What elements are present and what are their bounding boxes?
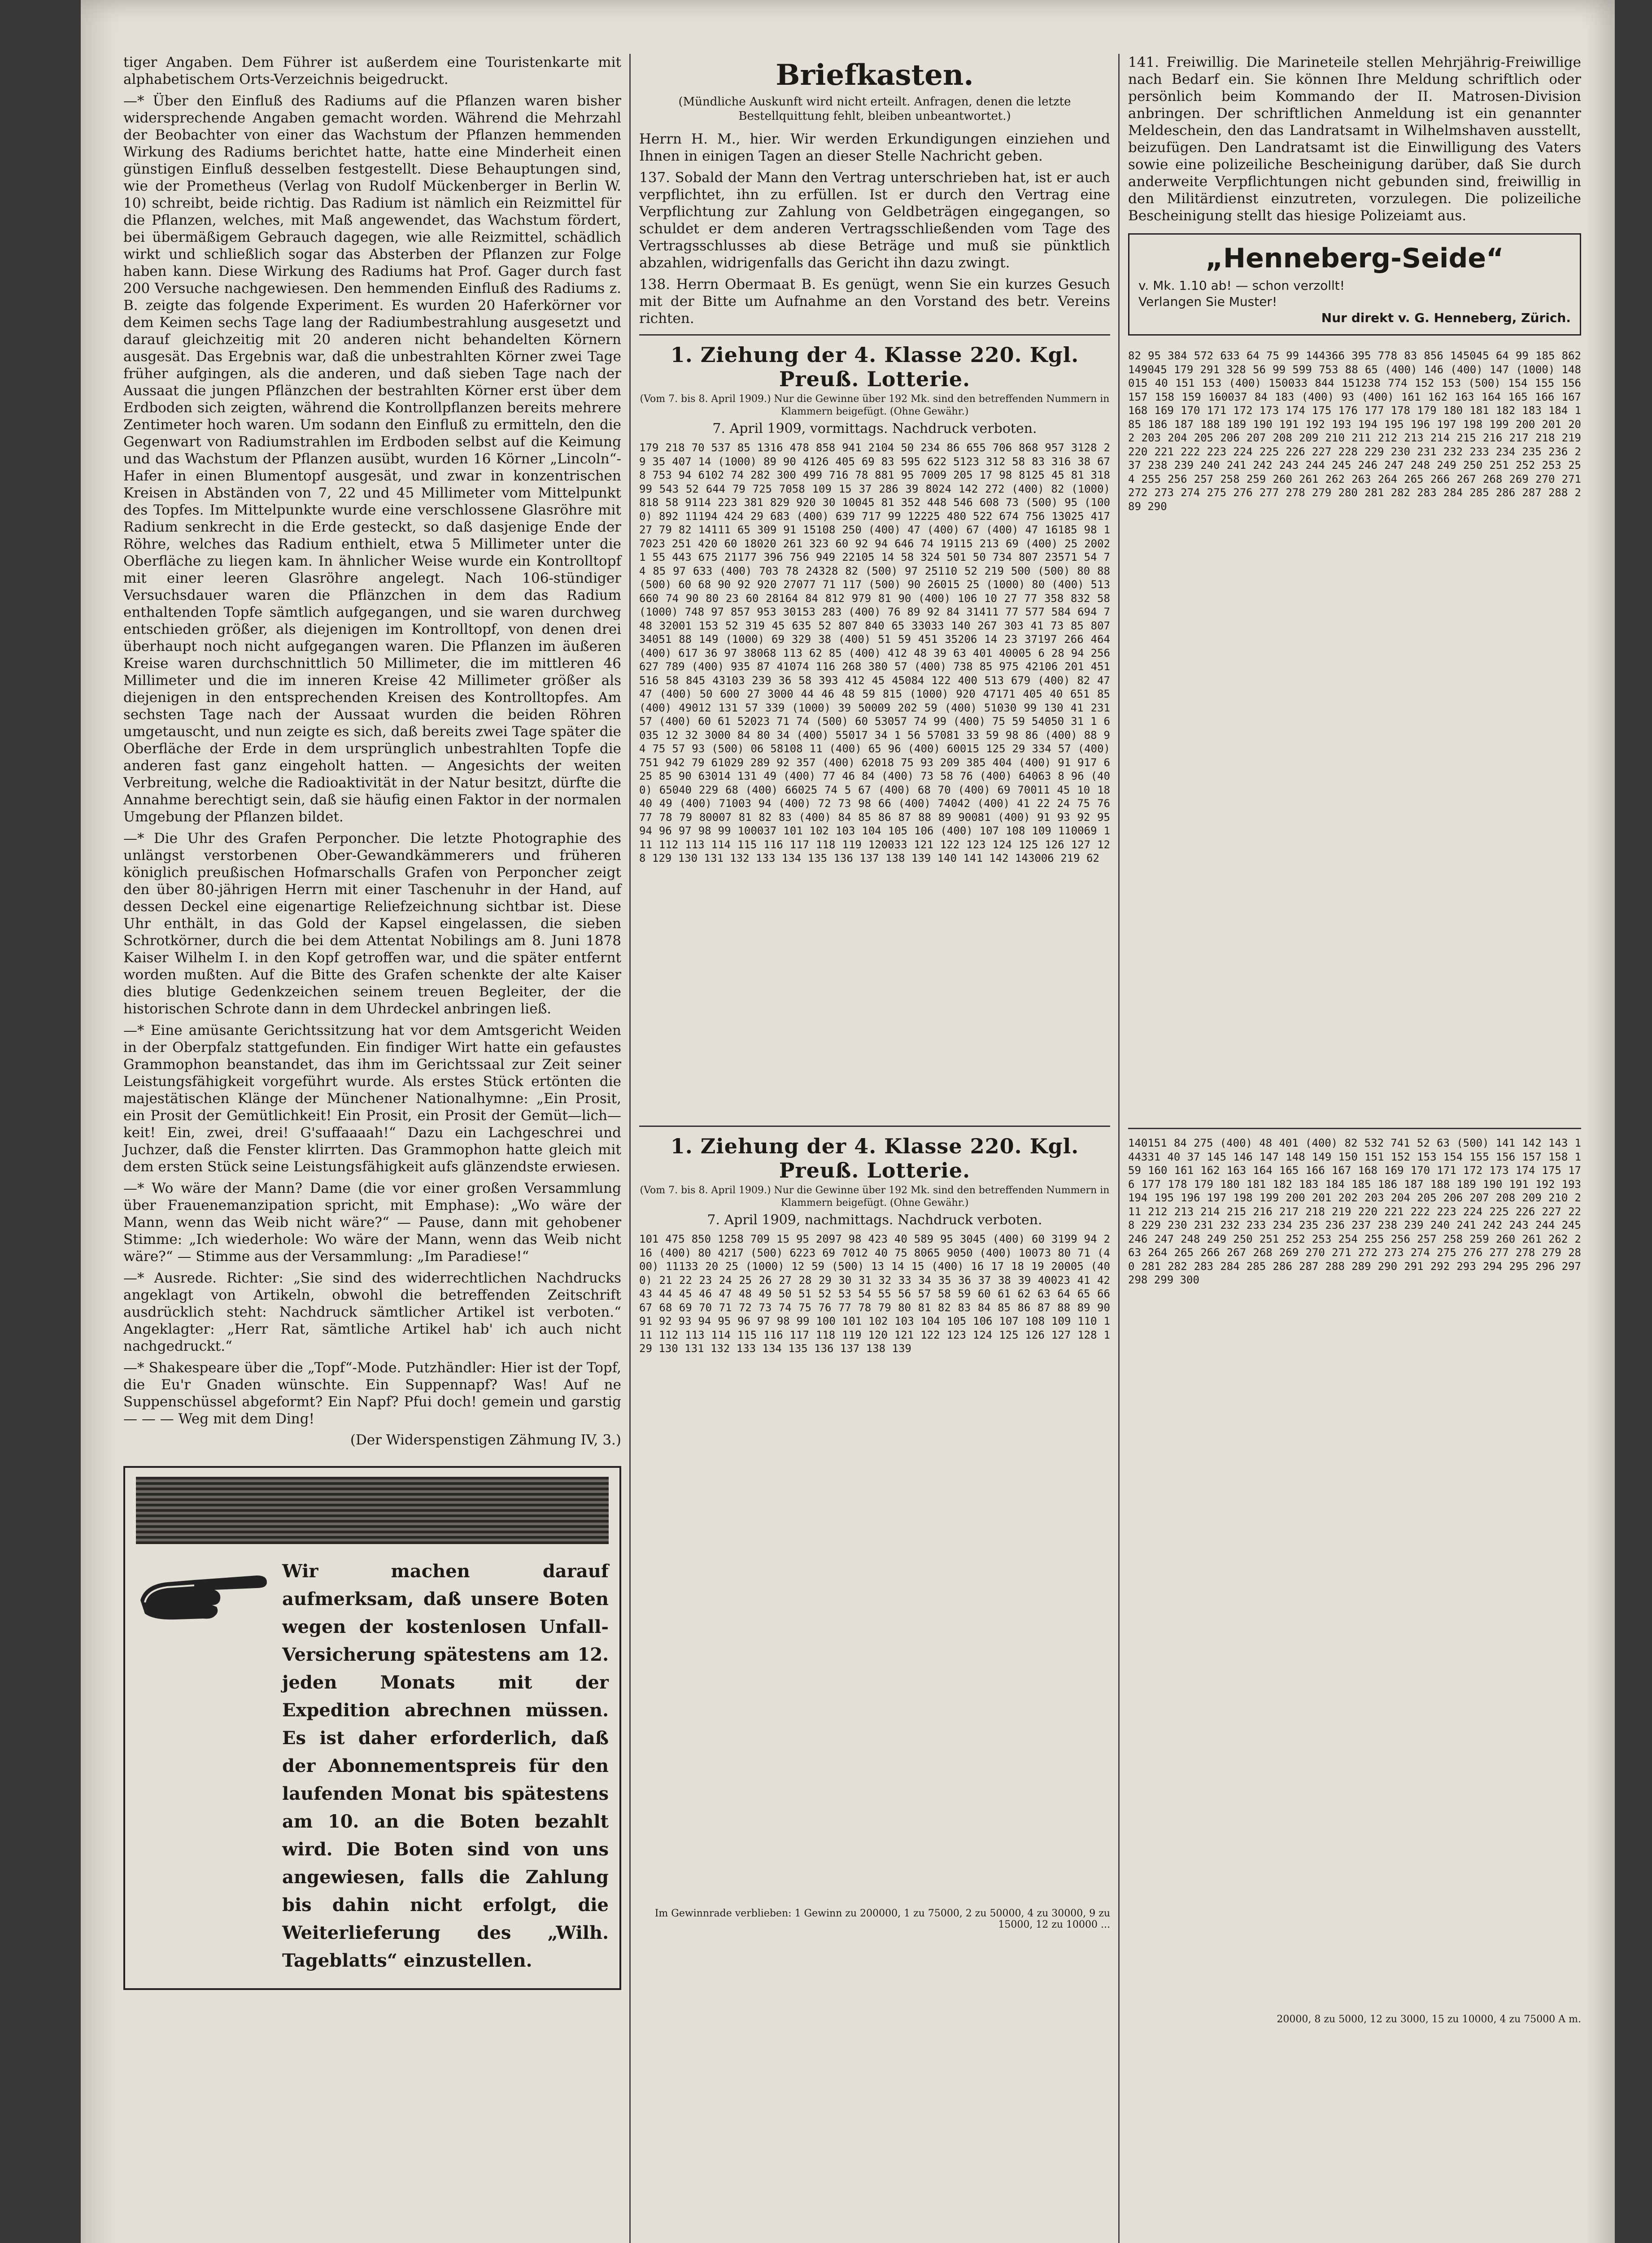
quote-source: (Der Widerspenstigen Zähmung IV, 3.) [350,1432,621,1448]
letter-reply: 137. Sobald der Mann den Vertrag unterschrieben hat, ist er auch verpflichtet, ihn zu erfüllen. Ist er durch den Vertrag eine Verpflichtung zur Zahlung von Geldbeträgen eingegangen, so schuldet er dem anderen Vertragsschließenden vom Tage des Vertragsschlusses ab diese Beträge und muß sie pünktlich abzahlen, widrigenfalls das Gericht ihn dazu zwingt. [639,170,1110,271]
lottery-list-morning [639,343,1117,1118]
letter-reply-141: 141. Freiwillig. Die Marineteile stellen Mehrjährig-Freiwillige nach Bedarf ein. Sie können Ihre Meldung schriftlich oder persönlich beim Kommando der II. Matrosen-Division anbringen. Der schriftlichen Anmeldung ist ein genannter Meldeschein, den das Landratsamt in Wilhelmshaven ausstellt, beizufügen. Den Landratsamt ist die Einwilligung des Vaters sowie eine polizeiliche Bescheinigung darüber, daß Sie durch anderweite Verpflichtungen nicht gebunden sind, freiwillig in den Militärdienst einzutreten, vorzulegen. Die polizeiliche Bescheinigung stellt das hiesige Polizeiamt aus. [1128,54,1581,224]
ad-address: Nur direkt v. G. Henneberg, Zürich. [1321,310,1571,325]
lottery-date: 7. April 1909, vormittags. Nachdruck verboten. [712,421,1037,436]
ad-price: v. Mk. 1.10 ab! — schon verzollt! [1138,278,1345,293]
lottery-list-afternoon [639,1134,1117,1930]
article-radium: —* Über den Einfluß des Radiums auf die Pflanzen waren bisher widersprechende Angaben gemacht worden. Während die Mehrzahl der Beobachter von einer das Wachstum der Pflanzen hemmenden Wirkung des Radiums berichtet hatte, hatte eine Minderheit einen günstigen Einfluß desselben festgestellt. Diese Behauptungen sind, wie der Prometheus (Verlag von Rudolf Mückenberger in Berlin W. 10) schreibt, beide richtig. Das Radium ist nämlich ein Reizmittel für die Pflanzen, welches, mit Maß angewendet, das Wachstum fördert, bei übermäßigem Gebrauch dagegen, wie alle Reizmittel, schädlich wirkt und schließlich sogar das Absterben der Pflanzen zur Folge haben kann. Diese Wirkung des Radiums hat Prof. Gager durch fast 200 Versuche nachgewiesen. Den hemmenden Einfluß des Radiums z. B. zeigte das folgende Experiment. Es wurden 20 Haferkörner vor dem Keimen sechs Tage lang der Radiumbestrahlung ausgesetzt und darauf gleichzeitig mit 20 anderen nicht behandelten Körnern ausgesät. Das Ergebnis war, daß die unbestrahlten Körner zwei Tage früher aufgingen, als die anderen, und daß sieben Tage nach der Aussaat die jungen Pflänzchen der bestrahlten Körner erst über dem Erdboden sich zeigten, während die Kontrollpflanzen bereits mehrere Zentimeter hoch waren. Um sodann den Einfluß zu ermitteln, den die Gegenwart von Radiumstrahlen im Erdboden selbst auf die Keimung und das Wachstum der Pflanzen ausübt, wurden 16 Körner „Lincoln“-Hafer in einen Blumentopf ausgesät, und zwar in konzentrischen Kreisen in Abständen von 7, 22 und 45 Millimeter vom Mittelpunkt des Topfes. Im Mittelpunkte wurde eine verschlossene Glasröhre mit Radium senkrecht in die Erde gesteckt, so daß dasjenige Ende der Röhre, welches das Radium enthielt, etwa 5 Millimeter unter die Oberfläche zu liegen kam. In ähnlicher Weise wurde ein Kontrolltopf mit einer leeren Glasröhre angelegt. Nach 106-stündiger Versuchsdauer waren die Pflänzchen in dem das Radium enthaltenden Topfe sämtlich aufgegangen, und sie waren durchweg entschieden größer, als diejenigen im Kontrolltopf, von denen drei überhaupt noch nicht aufgegangen waren. Die Pflanzen im äußeren Kreise waren durchschnittlich 50 Millimeter, die im mittleren 46 Millimeter und die im inneren Kreise 42 Millimeter größer als diejenigen in den entsprechenden Kreisen des Kontrolltopfes. Am sechsten Tage nach der Aussaat wurden die beiden Röhren umgetauscht, und nun zeigte es sich, daß bereits zwei Tage später die Oberfläche der Erde in dem ursprünglich unbestrahlten Topfe die anderen fast ganz eingeholt hatten. — Angesichts der weiten Verbreitung, welche die Radioaktivität in der Natur besitzt, dürfte die Annahme berechtigt sein, daß sie häufig einen Faktor in der normalen Umgebung der Pflanzen bildet. [123,93,621,825]
article-wo-waere-der-mann: —* Wo wäre der Mann? Dame (die vor einer großen Versammlung über Frauenemanzipation spricht, mit Emphase): „Wo wäre der Mann, wenn das Weib nicht wäre?“ — Pause, dann mit gehobener Stimme: „Ich wiederhole: Wo wäre der Mann, wenn das Weib nicht wäre?“ — Stimme aus der Versammlung: „Im Paradiese!“ [123,1180,621,1265]
lottery-subtitle: (Vom 7. bis 8. April 1909.) Nur die Gewinne über 192 Mk. sind den betreffenden Nummern in Klammern beigefügt. (Ohne Gewähr.) [640,393,1110,417]
article-ausrede: —* Ausrede. Richter: „Sie sind des widerrechtlichen Nachdrucks angeklagt von Artikeln, obwohl die betreffenden Zeitschrift ausdrücklich steht: Nachdruck sämtlicher Artikel ist verboten.“ Angeklagter: „Herr Rat, sämtliche Artikel hab' ich auch nicht nachgedruckt.“ [123,1270,621,1354]
newspaper-page [81,0,1615,2243]
section-divider [639,1126,1110,1127]
lottery-numbers: 140151 84 275 (400) 48 401 (400) 82 532 741 52 63 (500) 141 142 143 144331 40 37 145 146 147 148 149 150 151 152 153 154 155 156 157 158 159 160 161 162 163 164 165 166 167 168 169 170 171 172 173 174 175 176 177 178 179 180 181 182 183 184 185 186 187 188 189 190 191 192 193 194 195 196 197 198 199 200 201 202 203 204 205 206 207 208 209 210 211 212 213 214 215 216 217 218 219 220 221 222 223 224 225 226 227 228 229 230 231 232 233 234 235 236 237 238 239 240 241 242 243 244 245 246 247 248 249 250 251 252 253 254 255 256 257 258 259 260 261 262 263 264 265 266 267 268 269 270 271 272 273 274 275 276 277 278 279 280 281 282 283 284 285 286 287 288 289 290 291 292 293 294 295 296 297 298 299 300 [1128,1137,1588,1286]
ad-samples: Verlangen Sie Muster! [1138,294,1277,309]
lottery-footnote: Im Gewinnrade verblieben: 1 Gewinn zu 200000, 1 zu 75000, 2 zu 50000, 4 zu 30000, 9 zu 15000, 12 zu 10000 ... [654,1908,1110,1930]
column-right [1128,54,1588,2025]
lottery-title: 1. Ziehung der 4. Klasse 220. Kgl. Preuß. Lotterie. [670,343,1079,391]
letter-reply: 138. Herrn Obermaat B. Es genügt, wenn Sie ein kurzes Gesuch mit der Bitte um Aufnahme an den Vorstand des betr. Vereins richten. [639,276,1110,327]
column-rule [629,54,631,2243]
lottery-footnote: 20000, 8 zu 5000, 12 zu 3000, 15 zu 10000, 4 zu 75000 A m. [1277,2014,1581,2025]
henneberg-advertisement [1128,233,1581,336]
letter-reply: Herrn H. M., hier. Wir werden Erkundigungen einziehen und Ihnen in einigen Tagen an dieser Stelle Nachricht geben. [639,131,1110,164]
pointing-hand-icon [136,1558,270,1625]
lottery-numbers: 101 475 850 1258 709 15 95 2097 98 423 40 589 95 3045 (400) 60 3199 94 216 (400) 80 4217 (500) 6223 69 7012 40 75 8065 9050 (400) 10073 80 71 (400) 11133 20 25 (1000) 12 59 (500) 13 14 15 (400) 16 17 18 19 20005 (400) 21 22 23 24 25 26 27 28 29 30 31 32 33 34 35 36 37 38 39 40023 41 42 43 44 45 46 47 48 49 50 51 52 53 54 55 56 57 58 59 60 61 62 63 64 65 66 67 68 69 70 71 72 73 74 75 76 77 78 79 80 81 82 83 84 85 86 87 88 89 90 91 92 93 94 95 96 97 98 99 100 101 102 103 104 105 106 107 108 109 110 111 112 113 114 115 116 117 118 119 120 121 122 123 124 125 126 127 128 129 130 131 132 133 134 135 136 137 138 139 [639,1233,1117,1355]
article-shakespeare: —* Shakespeare über die „Topf“-Mode. Putzhändler: Hier ist der Topf, die Eu'r Gnaden wünschte. Ein Suppennapf? Was! Auf ne Suppenschüssel abgeformt? Ein Napf? Pfui doch! gemein und garstig — — — Weg mit dem Ding! [123,1360,621,1427]
article-uhr-perponcher: —* Die Uhr des Grafen Perponcher. Die letzte Photographie des unlängst verstorbenen Ober-Gewandkämmerers und früheren königlich preußischen Hofmarschalls Grafen von Perponcher zeigt den über 80-jährigen Herrn mit einer Taschenuhr in der Hand, auf dessen Deckel eine eigenartige Reliefzeichnung sichtbar ist. Diese Uhr enthält, in das Gold der Kapsel eingelassen, die sieben Schrotkörner, durch die bei dem Attentat Nobilings am 8. Juni 1878 Kaiser Wilhelm I. in den Kopf getroffen war, und die später entfernt worden mußten. Auf die Bitte des Grafen schenkte der alte Kaiser dies blutige Gedenkzeichen seinem treuen Begleiter, der die historischen Schrote dann in dem Uhrdeckel anbringen ließ. [123,830,621,1017]
column-middle [639,54,1117,1930]
lottery-date: 7. April 1909, nachmittags. Nachdruck verboten. [707,1212,1042,1228]
lottery-numbers: 82 95 384 572 633 64 75 99 144366 395 778 83 856 145045 64 99 185 862 149045 179 291 328 56 99 599 753 88 65 (400) 146 (400) 147 (1000) 148015 40 151 153 (400) 150033 844 151238 774 152 153 (500) 154 155 156 157 158 159 160037 84 183 (400) 93 (400) 161 162 163 164 165 166 167 168 169 170 171 172 173 174 175 176 177 178 179 180 181 182 183 184 185 186 187 188 189 190 191 192 193 194 195 196 197 198 199 200 201 202 203 204 205 206 207 208 209 210 211 212 213 214 215 216 217 218 219 220 221 222 223 224 225 226 227 228 229 230 231 232 233 234 235 236 237 238 239 240 241 242 243 244 245 246 247 248 249 250 251 252 253 254 255 256 257 258 259 260 261 262 263 264 265 266 267 268 269 270 271 272 273 274 275 276 277 278 279 280 281 282 283 284 285 286 287 288 289 290 [1128,349,1588,513]
briefkasten-subheading: (Mündliche Auskunft wird nicht erteilt. Anfragen, denen die letzte Bestellquittung fehlt, bleiben unbeantwortet.) [678,95,1071,123]
column-rule [1118,54,1120,2243]
decorative-bar [136,1477,609,1544]
delivery-notice: Wir machen darauf aufmerksam, daß unsere Boten wegen der kostenlosen Unfall-Versicherung spätestens am 12. jeden Monats mit der Expedition abrechnen müssen. Es ist daher erforderlich, daß der Abonnementspreis für den laufenden Monat bis spätestens am 10. an die Boten bezahlt wird. Die Boten sind von uns angewiesen, falls die Zahlung bis dahin nicht erfolgt, die Weiterlieferung des „Wilh. Tageblatts“ einzustellen. [282,1561,609,1971]
notice-box [123,1466,621,1990]
section-divider [1128,1128,1581,1129]
briefkasten-heading: Briefkasten. [776,58,974,92]
lottery-title: 1. Ziehung der 4. Klasse 220. Kgl. Preuß. Lotterie. [670,1134,1079,1183]
article-gerichtssitzung: —* Eine amüsante Gerichtssitzung hat vor dem Amtsgericht Weiden in der Oberpfalz stattgefunden. Ein findiger Wirt hatte ein gefaustes Grammophon beanstandet, das ihm im Gerichtssaal zur Zeit seiner Leistungsfähigkeit vorgeführt wurde. Als erstes Stück ertönten die majestätischen Klänge der Münchener Nationalhymne: „Ein Prosit, ein Prosit der Gemütlichkeit! Ein Prosit, ein Prosit der Gemüt—lich—keit! Ein, zwei, drei! G'suffaaaah!“ Dazu ein Lachgeschrei und Juchzer, daß die Fenster klirrten. Das Grammophon hatte gleich mit dem ersten Stück seine Leistungsfähigkeit aufs glänzendste erwiesen. [123,1022,621,1175]
page-content [123,54,1588,2243]
section-divider [639,334,1110,336]
ad-title: „Henneberg-Seide“ [1205,243,1504,274]
lottery-numbers: 179 218 70 537 85 1316 478 858 941 2104 50 234 86 655 706 868 957 3128 29 35 407 14 (1000) 89 90 4126 405 69 83 595 622 5123 312 58 83 316 38 678 753 94 6102 74 282 300 499 716 78 881 95 7009 205 17 98 8125 45 81 318 99 543 52 644 79 725 7058 109 15 37 286 39 8024 142 272 (400) 82 (1000) 818 58 9114 223 381 829 920 30 10045 81 352 448 546 608 73 (500) 95 (1000) 892 11194 424 29 683 (400) 639 717 99 12225 480 522 674 756 13025 417 27 79 82 14111 65 309 91 15108 250 (400) 47 (400) 67 (400) 47 16185 98 17023 251 420 60 18020 261 323 60 92 94 646 74 19115 213 69 (400) 25 20021 55 443 675 21177 396 756 949 22105 14 58 324 501 50 734 807 23571 54 74 85 97 633 (400) 703 78 24328 82 (500) 97 25110 52 219 500 (500) 80 88 (500) 60 68 90 92 920 27077 71 117 (500) 90 26015 25 (1000) 80 (400) 513 660 74 90 80 23 60 28164 84 812 979 81 90 (400) 106 10 27 77 358 832 58 (1000) 748 97 857 953 30153 283 (400) 76 89 92 84 31411 77 577 584 694 748 32001 153 52 319 45 635 52 807 840 65 33033 140 267 303 41 73 85 807 34051 88 149 (1000) 69 329 38 (400) 51 59 451 35206 14 23 37197 266 464 (400) 617 36 97 38068 113 62 85 (400) 412 48 39 63 401 40005 6 28 94 256 627 789 (400) 935 87 41074 116 268 380 57 (400) 738 85 975 42106 201 451 516 58 845 43103 239 36 58 393 412 45 45084 122 400 513 679 (400) 82 47 47 (400) 50 600 27 3000 44 46 48 59 815 (1000) 920 47171 405 40 651 85 (400) 49012 131 57 339 (1000) 39 50009 202 59 (400) 51030 99 130 41 231 57 (400) 60 61 52023 71 74 (500) 60 53057 74 99 (400) 75 59 54050 31 1 6035 12 32 3000 84 80 34 (400) 55017 34 1 56 57081 33 59 98 86 (400) 88 94 75 57 93 (500) 06 58108 11 (400) 65 96 (400) 60015 125 29 334 57 (400) 751 942 79 61029 289 92 357 (400) 62018 75 93 209 385 404 (400) 91 917 625 85 90 63014 131 49 (400) 77 46 84 (400) 73 58 76 (400) 64063 8 96 (400) 65040 229 68 (400) 66025 74 5 67 (400) 68 70 (400) 69 70011 45 10 18 40 49 (400) 71003 94 (400) 72 73 98 66 (400) 74042 (400) 41 22 24 75 76 77 78 79 80007 81 82 83 (400) 84 85 86 87 88 89 90081 (400) 91 93 92 95 94 96 97 98 99 100037 101 102 103 104 105 106 (400) 107 108 109 110069 111 112 113 114 115 116 117 118 119 120033 121 122 123 124 125 126 127 128 129 130 131 132 133 134 135 136 137 138 139 140 141 142 143006 219 62 [639,441,1117,864]
lottery-subtitle: (Vom 7. bis 8. April 1909.) Nur die Gewinne über 192 Mk. sind den betreffenden Nummern in Klammern beigefügt. (Ohne Gewähr.) [640,1185,1110,1209]
column-left [123,54,621,1990]
article-paragraph: tiger Angaben. Dem Führer ist außerdem eine Touristenkarte mit alphabetischem Orts-Verzeichnis beigedruckt. [123,54,621,87]
